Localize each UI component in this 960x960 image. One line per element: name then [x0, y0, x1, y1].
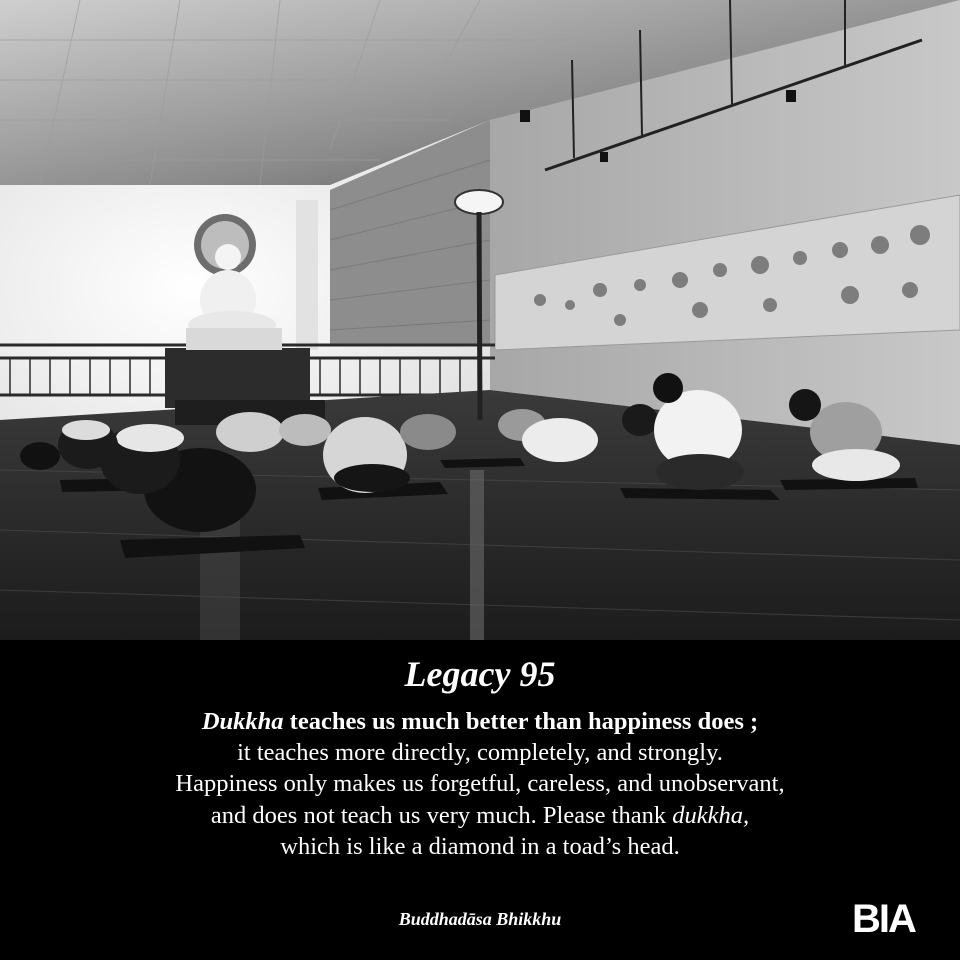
quote-line-2: it teaches more directly, completely, and strongly.: [237, 739, 723, 767]
quote-line-4-start: and does not teach us very much. Please thank: [210, 801, 673, 829]
quote-line-4-emphasis: dukkha,: [672, 801, 750, 829]
bia-logo: [852, 895, 936, 937]
quote-line-3: Happiness only makes us forgetful, careless, and unobservant,: [175, 770, 785, 798]
caption-title: Legacy 95: [404, 654, 556, 694]
quote-text: [40, 706, 920, 862]
quote-caption: [0, 640, 960, 960]
quote-author: Buddhadāsa Bhikkhu: [398, 909, 562, 929]
quote-line-1: [40, 706, 920, 737]
quote-line-1-rest: teaches us much better than happiness does ;: [283, 708, 759, 735]
quote-line-1-emphasis: Dukkha: [201, 708, 284, 735]
bia-logo-text: BIA: [852, 897, 915, 937]
quote-line-5: which is like a diamond in a toad’s head.: [280, 832, 680, 860]
quote-line-4: [40, 800, 920, 831]
